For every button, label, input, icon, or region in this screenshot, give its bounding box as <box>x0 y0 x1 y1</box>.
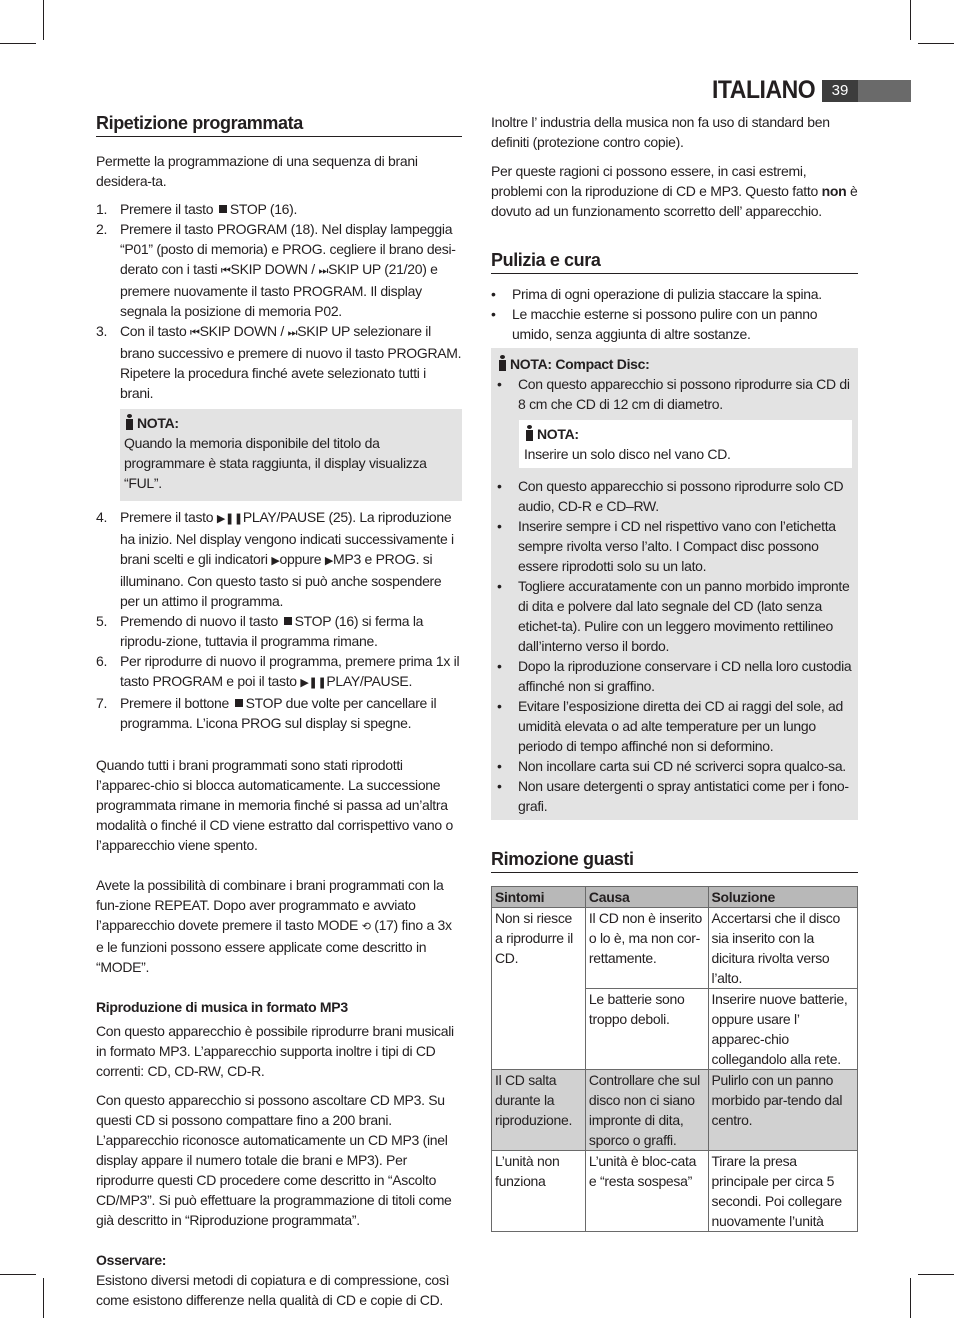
program-steps-continued <box>96 507 462 733</box>
play-indicator-icon: ▶ <box>271 555 280 567</box>
table-cell: Non si riesce a riprodurre il CD. <box>492 908 586 1070</box>
table-cell: Le batterie sono troppo deboli. <box>585 989 708 1070</box>
skip-back-icon: ⏮ <box>220 265 231 277</box>
paragraph: Quando tutti i brani programmati sono stati riprodotti l’apparec-chio si blocca automaticamente. La successione programmata rimane in memoria finché si passa ad un’altra modalità o finché il CD viene estratto dal corrispettivo vano o l’apparecchio viene spento. <box>96 757 453 853</box>
note-box: NOTA: Quando la memoria disponibile del titolo da programmare è stata raggiunta, il display visualizza “FUL”. <box>120 409 462 501</box>
note-text: Quando la memoria disponibile del titolo da programmare è stata raggiunta, il display visualizza “FUL”. <box>124 435 427 491</box>
table-header-row <box>492 887 858 908</box>
paragraph: Inoltre l’ industria della musica non fa uso di standard ben definiti (protezione contro copie). <box>491 114 830 150</box>
table-cell: Il CD non è inserito o lo è, ma non cor-rettamente. <box>585 908 708 989</box>
table-cell: Controllare che sul disco non ci siano impronte di dita, sporco o graffi. <box>585 1070 708 1151</box>
list-item: • Togliere accuratamente con un panno morbido impronte di dita e polvere dal lato segnale del CD (lato senza etichet-ta). Pulire con un leggero movimento rettilineo dall’interno verso il bordo. <box>497 578 850 654</box>
crop-mark <box>43 0 44 40</box>
crop-mark <box>910 0 911 40</box>
list-item: 4. Premere il tasto ▶❚❚PLAY/PAUSE (25). La riproduzione ha inizio. Nel display vengono indicati successivamente i brani scelti e gli indicatori ▶oppure ▶MP3 e PROG. si illuminano. Con questo tasto si può anche sospendere per un attimo il programma. <box>96 509 454 609</box>
left-column <box>96 112 462 1310</box>
play-pause-icon: ▶❚❚ <box>300 677 327 689</box>
play-indicator-icon: ▶ <box>324 555 334 567</box>
paragraph: Con questo apparecchio si possono ascoltare CD MP3. Su questi CD si possono compattare fino a 200 brani. L’apparecchio riconosce automaticamente un CD MP3 (inel display appare il numero totale die brani e MP3). Per riprodurre questi CD procedere come descritto in “Ascolto CD/MP3”. Si può effettuare la programmazione di titoli come già descritto in “Riproduzione programmata”. <box>96 1092 452 1228</box>
section-title-programmed-repeat: Ripetizione programmata <box>96 112 462 137</box>
info-icon <box>497 355 507 371</box>
right-column <box>491 112 858 1232</box>
page-number: 39 <box>822 80 858 102</box>
inner-note-box: NOTA: Inserire un solo disco nel vano CD. <box>519 420 852 468</box>
care-list <box>491 284 858 344</box>
section-title-cleaning: Pulizia e cura <box>491 249 858 274</box>
list-item: • Con questo apparecchio si possono riprodurre sia CD di 8 cm che CD di 12 cm di diametro. <box>497 376 850 412</box>
table-cell: Accertarsi che il disco sia inserito con la dicitura rivolta verso l’alto. <box>708 908 857 989</box>
table-row <box>492 1070 858 1151</box>
table-cell: L’unità è bloc-cata e “resta sospesa” <box>585 1151 708 1232</box>
list-item: 2. Premere il tasto PROGRAM (18). Nel display lampeggia “P01” (posto di memoria) e PROG. cegliere il brano desi-derato con i tasti ⏮SKIP DOWN / ⏭SKIP UP (21/20) e premere nuovamente il tasto PROGRAM. Il display segnala la posizione di memoria P02. <box>96 221 456 319</box>
stop-icon <box>219 205 227 213</box>
play-pause-icon: ▶❚❚ <box>216 513 243 525</box>
repeat-icon: ⟲ <box>361 921 371 933</box>
paragraph: Esistono diversi metodi di copiatura e di compressione, così come esistono differenze nella qualità di CD e copie di CD. <box>96 1272 450 1308</box>
paragraph: Per queste ragioni ci possono essere, in casi estremi, problemi con la riproduzione di CD e MP3. Questo fatto non è dovuto ad un funzionamento scorretto dell’ apparecchio. <box>491 163 858 219</box>
header-bar <box>858 80 911 102</box>
section-title-troubleshooting: Rimozione guasti <box>491 848 858 873</box>
list-item: • Prima di ogni operazione di pulizia staccare la spina. <box>491 286 822 302</box>
list-item: • Non usare detergenti o spray antistatici come per i fono-grafi. <box>497 778 849 814</box>
list-item: 7. Premere il bottone STOP due volte per cancellare il programma. L’icona PROG sul display si spegne. <box>96 695 437 731</box>
list-item: 1. Premere il tasto STOP (16). <box>96 201 298 217</box>
list-item: • Con questo apparecchio si possono riprodurre solo CD audio, CD-R e CD–RW. <box>497 478 844 514</box>
list-item: 6. Per riprodurre di nuovo il programma, premere prima 1x il tasto PROGRAM e poi il tasto ▶❚❚PLAY/PAUSE. <box>96 653 460 689</box>
info-icon <box>524 425 534 441</box>
info-icon <box>124 414 134 430</box>
column-header: Soluzione <box>708 887 857 908</box>
paragraph: Avete la possibilità di combinare i brani programmati con la fun-zione REPEAT. Dopo aver programmato e avviato l’apparecchio dovete premere il tasto MODE ⟲ (17) fino a 3x e le funzioni possono essere applicate come descritto in “MODE”. <box>96 877 452 975</box>
paragraph: Con questo apparecchio è possibile riprodurre brani musicali in formato MP3. L’apparecchio supporta inoltre i tipi di CD correnti: CD, CD-RW, CD-R. <box>96 1023 454 1079</box>
table-cell: L’unità non funziona <box>492 1151 586 1232</box>
skip-back-icon: ⏮ <box>190 327 200 339</box>
skip-forward-icon: ⏭ <box>318 265 329 277</box>
troubleshooting-table <box>491 886 858 1232</box>
list-item: • Inserire sempre i CD nel rispettivo vano con l’etichetta sempre rivolta verso l’alto. I Compact disc possono essere riprodotti solo su un lato. <box>497 518 836 574</box>
subheading-observe: Osservare: <box>96 1252 167 1268</box>
list-item: • Dopo la riproduzione conservare i CD nella loro custodia affinché non si graffino. <box>497 658 852 694</box>
list-item: 5. Premendo di nuovo il tasto STOP (16) si ferma la riprodu-zione, tuttavia il programma rimane. <box>96 613 424 649</box>
list-item: • Le macchie esterne si possono pulire con un panno umido, senza aggiunta di altre sostanze. <box>491 306 818 342</box>
cd-note-box: NOTA: Compact Disc: • Con questo apparecchio si possono riprodurre sia CD di 8 cm che CD di 12 cm di diametro. NOTA: Inserire un solo disco nel vano CD. • Con questo apparecchio si possono riprodurre solo CD audio, CD-R e CD–RW. • Inserire sempre i CD nel rispettivo vano con l’etichetta sempre rivolta verso l’alto. I Compact disc possono essere riprodotti solo su un lato. • Togliere accuratamente con un panno morbido impronte di dita e polvere dal lato segnale del CD (lato senza etichet-ta). Pulire con un leggero movimento rettilineo dall’interno verso il bordo. • Dopo la riproduzione conservare i CD nella loro custodia affinché non si graffino. • Evitare l’esposizione diretta dei CD ai raggi del sole, ad umidità elevata o ad alte temperature per un lungo periodo di tempo affinché non si deformino. • Non incollare carta sui CD né scriverci sopra qualco-sa. • Non usare detergenti o spray antistatici come per i fono-grafi. <box>491 348 858 820</box>
language-header: ITALIANO <box>712 76 816 104</box>
stop-icon <box>235 699 243 707</box>
table-cell: Inserire nuove batterie, oppure usare l’ apparec-chio collegandolo alla rete. <box>708 989 857 1070</box>
crop-mark <box>0 1274 36 1275</box>
table-row <box>492 908 858 989</box>
table-cell: Pulirlo con un panno morbido par-tendo dal centro. <box>708 1070 857 1151</box>
skip-forward-icon: ⏭ <box>287 327 298 339</box>
list-item: • Non incollare carta sui CD né scriverci sopra qualco-sa. <box>497 758 846 774</box>
stop-icon <box>284 617 292 625</box>
crop-mark <box>918 1274 954 1275</box>
table-row <box>492 1151 858 1232</box>
intro-paragraph: Permette la programmazione di una sequenza di brani desidera-ta. <box>96 153 418 189</box>
table-cell: Il CD salta durante la riproduzione. <box>492 1070 586 1151</box>
column-header: Sintomi <box>492 887 586 908</box>
list-item: • Evitare l’esposizione diretta dei CD ai raggi del sole, ad umidità elevata o ad alte temperature per un lungo periodo di tempo affinché non si deformino. <box>497 698 844 754</box>
cd-care-list <box>497 476 852 816</box>
crop-mark <box>910 1278 911 1318</box>
crop-mark <box>43 1278 44 1318</box>
column-header: Causa <box>585 887 708 908</box>
subheading-mp3: Riproduzione di musica in formato MP3 <box>96 999 348 1015</box>
list-item: 3. Con il tasto ⏮SKIP DOWN / ⏭SKIP UP selezionare il brano successivo e premere di nuovo il tasto PROGRAM. Ripetere la procedura finché avete selezionato tutti i brani. <box>96 323 462 401</box>
crop-mark <box>0 43 36 44</box>
crop-mark <box>918 43 954 44</box>
table-cell: Tirare la presa principale per circa 5 secondi. Poi collegare nuovamente l’unità <box>708 1151 857 1232</box>
program-steps <box>96 199 462 403</box>
